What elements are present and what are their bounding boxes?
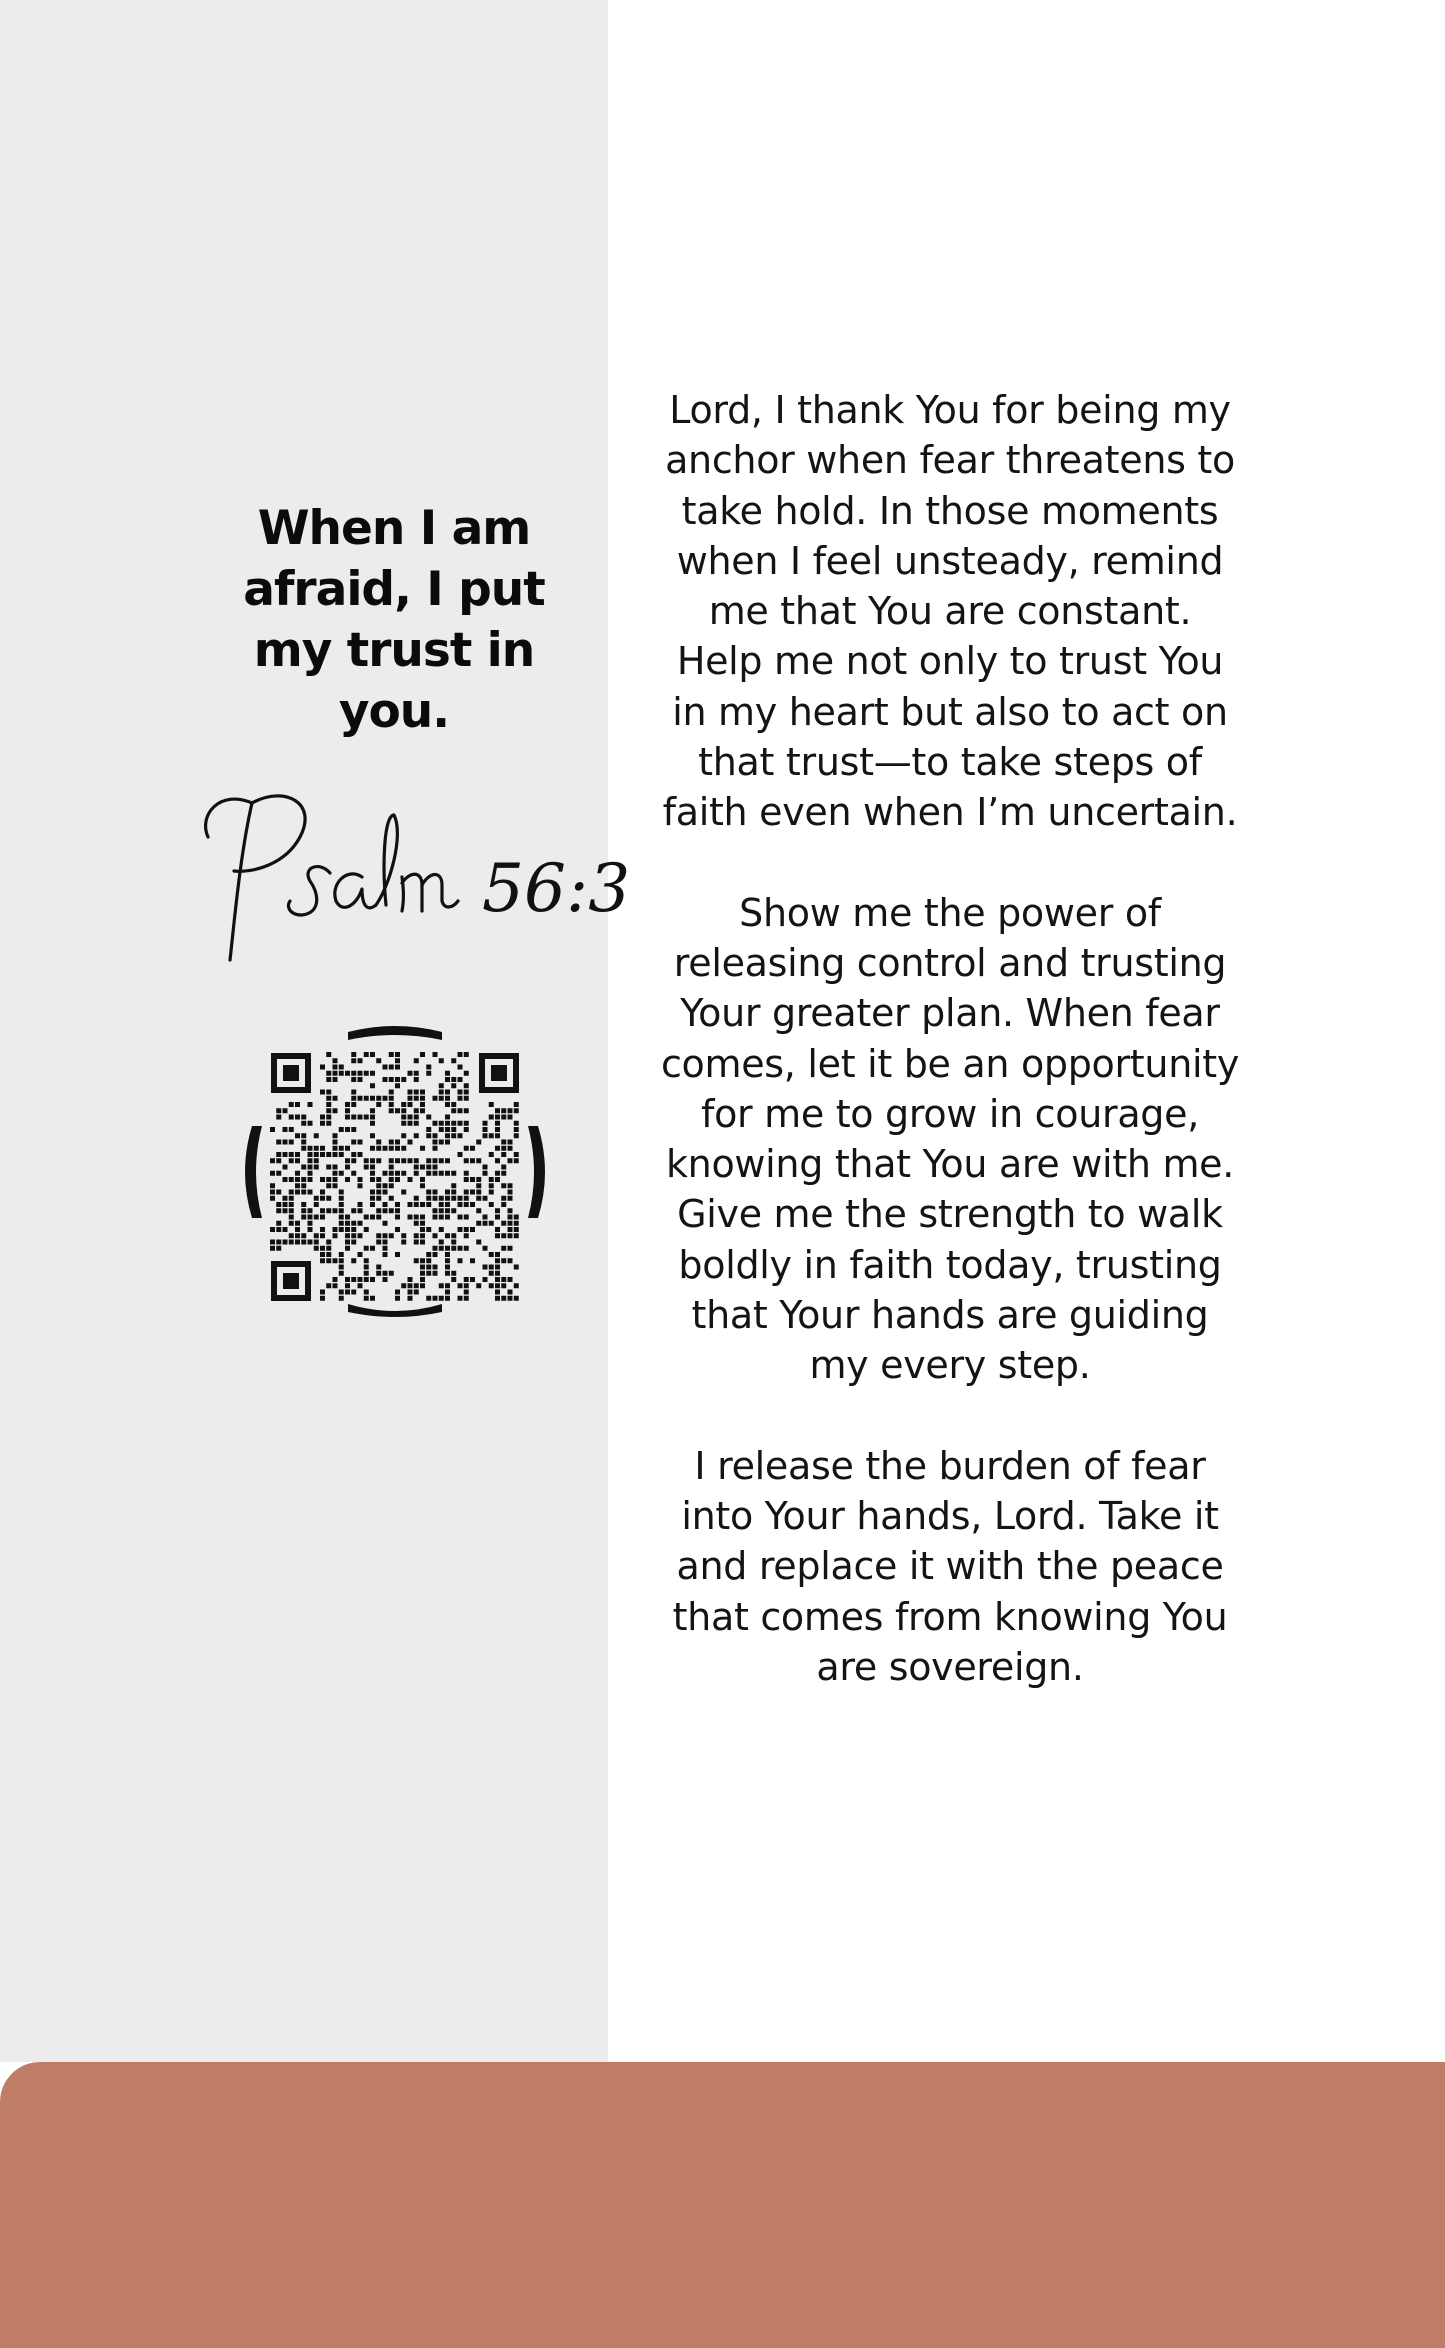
qr-code-icon[interactable] <box>240 1022 550 1322</box>
psalm-reference-numbers: 56:3 <box>482 850 631 927</box>
prayer-line: in my heart but also to act on <box>672 689 1228 734</box>
prayer-paragraph <box>640 385 1260 838</box>
prayer-line: that Your hands are guiding <box>691 1293 1209 1338</box>
prayer-line: anchor when fear threatens to <box>665 438 1235 483</box>
prayer-line: comes, let it be an opportunity <box>660 1041 1240 1086</box>
verse-line: my trust in <box>253 623 535 678</box>
prayer-line: knowing that You are with me. <box>665 1142 1235 1187</box>
prayer-line: for me to grow in courage, <box>701 1091 1199 1136</box>
prayer-line: that comes from knowing You <box>672 1594 1228 1639</box>
prayer-line: my every step. <box>809 1343 1091 1388</box>
prayer-text <box>640 385 1260 1692</box>
prayer-line: me that You are constant. <box>708 589 1192 634</box>
prayer-line: Your greater plan. When fear <box>680 991 1220 1036</box>
prayer-line: when I feel unsteady, remind <box>676 538 1224 583</box>
prayer-line: faith even when I’m uncertain. <box>662 790 1238 835</box>
prayer-paragraph <box>640 1441 1260 1692</box>
prayer-line: into Your hands, Lord. Take it <box>681 1493 1219 1538</box>
prayer-line: Give me the strength to walk <box>677 1192 1223 1237</box>
prayer-line: Show me the power of <box>739 890 1161 935</box>
prayer-line: and replace it with the peace <box>676 1544 1224 1589</box>
prayer-line: releasing control and trusting <box>673 940 1227 985</box>
psalm-reference-script <box>190 775 631 975</box>
prayer-line: take hold. In those moments <box>681 488 1219 533</box>
verse-line: you. <box>338 684 450 739</box>
prayer-paragraph <box>640 888 1260 1391</box>
prayer-line: boldly in faith today, trusting <box>678 1242 1222 1287</box>
footer-color-band <box>0 2062 1445 2348</box>
prayer-line: Help me not only to trust You <box>676 639 1224 684</box>
prayer-line: that trust—to take steps of <box>698 740 1202 785</box>
prayer-line: are sovereign. <box>816 1644 1084 1689</box>
verse-quote <box>214 498 574 742</box>
prayer-line: Lord, I thank You for being my <box>669 388 1231 432</box>
verse-line: When I am <box>257 501 531 556</box>
verse-line: afraid, I put <box>243 562 545 617</box>
prayer-line: I release the burden of fear <box>694 1443 1206 1488</box>
